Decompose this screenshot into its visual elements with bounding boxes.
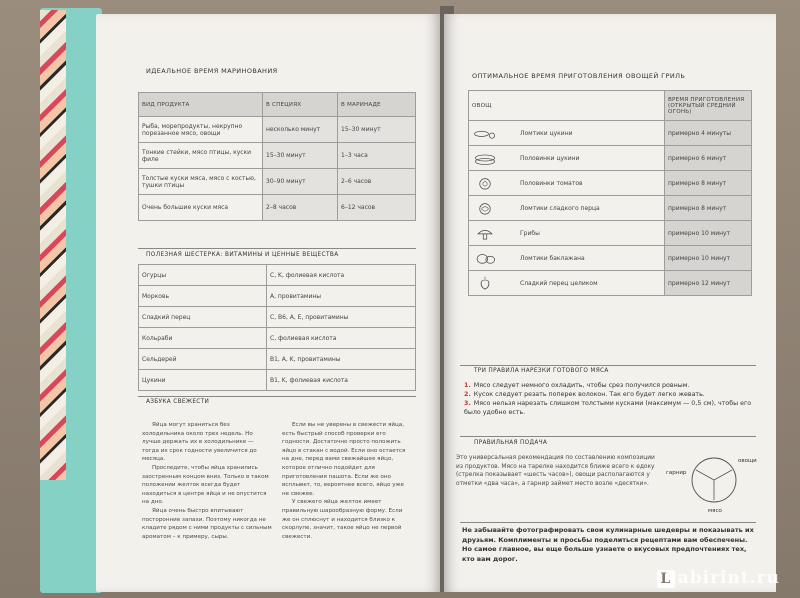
- cooking-time: примерно 4 минуты: [665, 121, 752, 146]
- grill-table: [468, 90, 752, 296]
- diagram-label-side: гарнир: [666, 470, 687, 476]
- rules-list: [464, 381, 754, 417]
- watermark-text: abirint.ru: [677, 568, 780, 588]
- table-row: [469, 146, 752, 171]
- table-cell: [469, 196, 665, 221]
- rules-title: ТРИ ПРАВИЛА НАРЕЗКИ ГОТОВОГО МЯСА: [474, 368, 609, 374]
- table-row: [469, 221, 752, 246]
- list-number: 2.: [464, 391, 471, 398]
- table-cell: Сельдерей: [139, 349, 267, 370]
- serving-text: [456, 454, 656, 488]
- tomato-halves-icon: [472, 176, 498, 190]
- table-row: [139, 307, 416, 328]
- table-row: [139, 328, 416, 349]
- whole-pepper-icon: [472, 276, 498, 290]
- list-number: 3.: [464, 400, 471, 407]
- plate-diagram: [662, 448, 768, 516]
- grill-title: ОПТИМАЛЬНОЕ ВРЕМЯ ПРИГОТОВЛЕНИЯ ОВОЩЕЙ ГРИЛЬ: [472, 72, 686, 80]
- table-cell: C, B6, A, E, провитамины: [267, 307, 416, 328]
- table-row: [139, 349, 416, 370]
- table-row: [139, 143, 416, 169]
- pepper-slices-icon: [472, 201, 498, 215]
- paragraph: Яйца очень быстро впитывают посторонние запахи. Поэтому никогда не кладите рядом с ними продукты с сильным ароматом – к примеру, сыры.: [142, 507, 272, 540]
- cooking-time: примерно 10 минут: [665, 221, 752, 246]
- list-item: [464, 381, 754, 390]
- serving-paragraph: Это универсальная рекомендация по составлению композиции из продуктов. Мясо на тарелке находится ближе всего к едоку (стрелка показывает «шесть часов»), овощи располагаются у отметки «два часа», а гарнир займет место возле «десятки».: [456, 455, 655, 487]
- eggplant-slices-icon: [472, 251, 498, 265]
- footer-note: Не забывайте фотографировать свои кулинарные шедевры и показывать их друзьям. Комплименты и просьбы поделиться рецептами вам обеспечены. Но самое главное, вы еще больше узнаете о вкусовых предпочтениях тех, кто вам дорог.: [462, 526, 754, 563]
- list-number: 1.: [464, 382, 471, 389]
- list-text: Мясо следует немного охладить, чтобы срез получился ровным.: [473, 382, 690, 389]
- table-cell: Тонкие стейки, мясо птицы, куски филе: [139, 143, 263, 169]
- vegetable-name: Сладкий перец целиком: [520, 279, 598, 287]
- cooking-time: примерно 8 минут: [665, 171, 752, 196]
- table-cell: 6–12 часов: [338, 195, 416, 221]
- grill-header-time-note: (ОТКРЫТЫЙ СРЕДНИЙ ОГОНЬ): [668, 102, 736, 115]
- grill-header-time: [665, 91, 752, 121]
- table-cell: C, фолиевая кислота: [267, 328, 416, 349]
- paragraph: Проследите, чтобы яйца хранились заостренным концом вниз. Только в таком положении желток всегда будет находиться в центре яйца и не опустится на дно.: [142, 464, 269, 506]
- table-cell: 1–3 часа: [338, 143, 416, 169]
- freshness-column-1: [142, 421, 272, 541]
- cover-pattern: [40, 10, 66, 480]
- arrow-veg: [714, 470, 732, 480]
- table-cell: Кольраби: [139, 328, 267, 349]
- table-row: [139, 286, 416, 307]
- section-divider: [138, 396, 416, 397]
- table-cell: [469, 146, 665, 171]
- table-row: [139, 195, 416, 221]
- table-row: [469, 246, 752, 271]
- table-cell: [469, 246, 665, 271]
- section-divider: [138, 248, 416, 249]
- grill-header-vegetable: ОВОЩ: [469, 91, 665, 121]
- marinade-header-spices: В СПЕЦИЯХ: [263, 93, 338, 117]
- paragraph: У свежего яйца желток имеет правильную шарообразную форму. Если же он сплюснут и находится близко к скорлупе, значит, такое яйцо не первой свежести.: [282, 499, 403, 540]
- list-text: Кусок следует резать поперек волокон. Так его будет легко жевать.: [473, 391, 705, 398]
- section-divider: [460, 436, 756, 437]
- vegetable-name: Грибы: [520, 229, 540, 237]
- vegetable-name: Половинки томатов: [520, 179, 583, 187]
- vegetable-name: Половинки цукини: [520, 154, 580, 162]
- cooking-time: примерно 8 минут: [665, 196, 752, 221]
- grill-header-time-label: ВРЕМЯ ПРИГОТОВЛЕНИЯ: [668, 96, 745, 103]
- table-row: [139, 117, 416, 143]
- table-cell: [469, 221, 665, 246]
- table-cell: 15–30 минут: [338, 117, 416, 143]
- list-item: [464, 399, 754, 417]
- table-cell: B1, K, фолиевая кислота: [267, 370, 416, 391]
- table-cell: 2–6 часов: [338, 169, 416, 195]
- watermark-logo-icon: L: [657, 570, 675, 588]
- vegetable-name: Ломтики баклажана: [520, 254, 585, 262]
- table-row: [139, 265, 416, 286]
- right-page: [444, 14, 776, 592]
- mushroom-icon: [472, 226, 498, 240]
- table-cell: Рыба, морепродукты, некрупно порезанное мясо, овощи: [139, 117, 263, 143]
- table-cell: [469, 171, 665, 196]
- table-cell: Цукини: [139, 370, 267, 391]
- table-cell: Очень большие куски мяса: [139, 195, 263, 221]
- table-cell: B1, A, K, провитамины: [267, 349, 416, 370]
- table-cell: 2–8 часов: [263, 195, 338, 221]
- cooking-time: примерно 12 минут: [665, 271, 752, 296]
- zucchini-slices-icon: [472, 126, 498, 140]
- zucchini-halves-icon: [472, 151, 498, 165]
- marinade-header-marinade: В МАРИНАДЕ: [338, 93, 416, 117]
- paragraph: Яйца могут храниться без холодильника около трех недель. Но лучше держать их в холодильнике — тогда их срок годности увеличится до месяца.: [142, 422, 257, 463]
- table-cell: 15–30 минут: [263, 143, 338, 169]
- list-item: [464, 390, 754, 399]
- left-page: [96, 14, 440, 592]
- serving-title: ПРАВИЛЬНАЯ ПОДАЧА: [474, 440, 548, 446]
- freshness-column-2: [282, 421, 410, 541]
- vitamins-title: ПОЛЕЗНАЯ ШЕСТЕРКА: ВИТАМИНЫ И ЦЕННЫЕ ВЕЩЕСТВА: [146, 252, 339, 258]
- table-cell: Огурцы: [139, 265, 267, 286]
- table-cell: несколько минут: [263, 117, 338, 143]
- diagram-label-meat: мясо: [708, 508, 722, 514]
- section-divider: [460, 522, 756, 523]
- cooking-time: примерно 10 минут: [665, 246, 752, 271]
- cooking-time: примерно 6 минут: [665, 146, 752, 171]
- marinade-title: ИДЕАЛЬНОЕ ВРЕМЯ МАРИНОВАНИЯ: [146, 67, 278, 75]
- marinade-header-product: ВИД ПРОДУКТА: [139, 93, 263, 117]
- table-cell: Морковь: [139, 286, 267, 307]
- table-cell: [469, 121, 665, 146]
- arrow-side: [696, 470, 714, 480]
- list-text: Мясо нельзя нарезать слишком толстыми кусками (максимум — 0,5 см), чтобы его было удобно есть.: [464, 400, 752, 416]
- vegetable-name: Ломтики цукини: [520, 129, 573, 137]
- vegetable-name: Ломтики сладкого перца: [520, 204, 600, 212]
- table-row: [139, 370, 416, 391]
- table-row: [469, 196, 752, 221]
- table-cell: 30–90 минут: [263, 169, 338, 195]
- table-row: [469, 171, 752, 196]
- table-row: [469, 271, 752, 296]
- diagram-label-veg: овощи: [738, 458, 757, 464]
- watermark: [657, 568, 780, 588]
- table-cell: Сладкий перец: [139, 307, 267, 328]
- freshness-title: АЗБУКА СВЕЖЕСТИ: [146, 399, 210, 405]
- vitamins-table: [138, 264, 416, 391]
- table-cell: [469, 271, 665, 296]
- section-divider: [460, 365, 756, 366]
- table-cell: A, провитамины: [267, 286, 416, 307]
- table-cell: C, K, фолиевая кислота: [267, 265, 416, 286]
- table-row: [139, 169, 416, 195]
- paragraph: Если вы не уверены в свежести яйца, есть быстрый способ проверки его годности. Достаточно просто положить яйцо в стакан с водой. Если оно остается на дне, перед вами свежайшее яйцо, которое отлично подойдет для приготовления пашота. Если же оно всплывет, то, вероятнее всего, яйцо уже не свежее.: [282, 422, 406, 497]
- table-row: [469, 121, 752, 146]
- marinade-table: [138, 92, 416, 221]
- table-cell: Толстые куски мяса, мясо с костью, тушки птицы: [139, 169, 263, 195]
